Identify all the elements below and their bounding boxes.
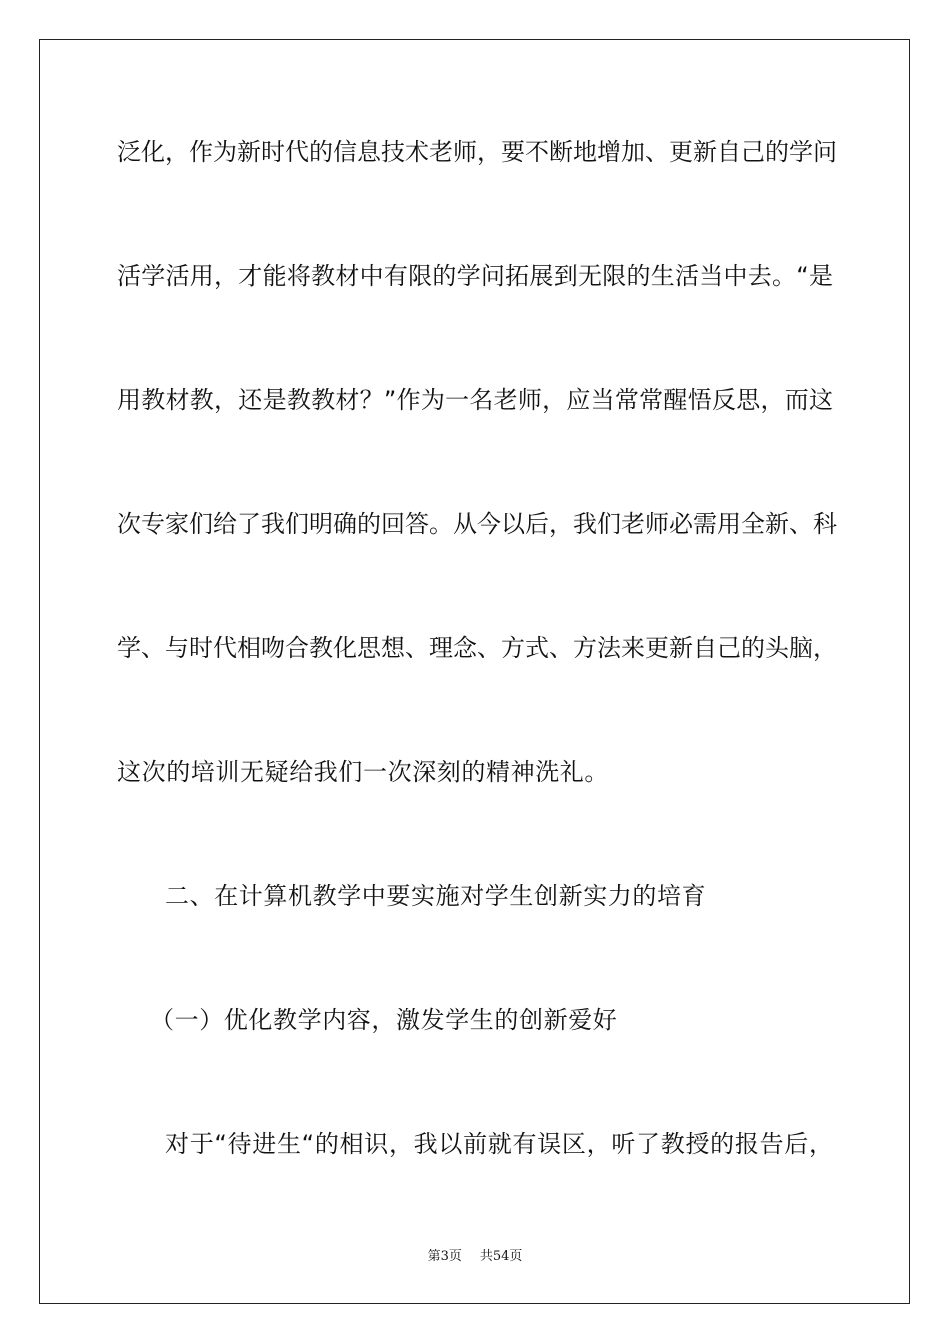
section-heading: 二、在计算机教学中要实施对学生创新实力的培育 (165, 882, 707, 910)
body-line-2: 活学活用，才能将教材中有限的学问拓展到无限的生活当中去。“是 (117, 262, 833, 290)
page-footer (0, 1248, 950, 1266)
body-line-9: 对于“待进生“的相识，我以前就有误区，听了教授的报告后， (165, 1130, 833, 1158)
body-line-3: 用教材教，还是教教材？”作为一名老师，应当常常醒悟反思，而这 (117, 386, 833, 414)
body-line-6: 这次的培训无疑给我们一次深刻的精神洗礼。 (117, 758, 609, 786)
page-border (39, 39, 910, 1304)
page-number: 第3页 (427, 1249, 462, 1264)
total-pages: 共54页 (479, 1249, 523, 1264)
subsection-heading: （一）优化教学内容，激发学生的创新爱好 (150, 1006, 618, 1034)
body-line-5: 学、与时代相吻合教化思想、理念、方式、方法来更新自己的头脑， (117, 634, 837, 662)
body-line-1: 泛化，作为新时代的信息技术老师，要不断地增加、更新自己的学问 (117, 138, 837, 166)
body-line-4: 次专家们给了我们明确的回答。从今以后，我们老师必需用全新、科 (117, 510, 837, 538)
